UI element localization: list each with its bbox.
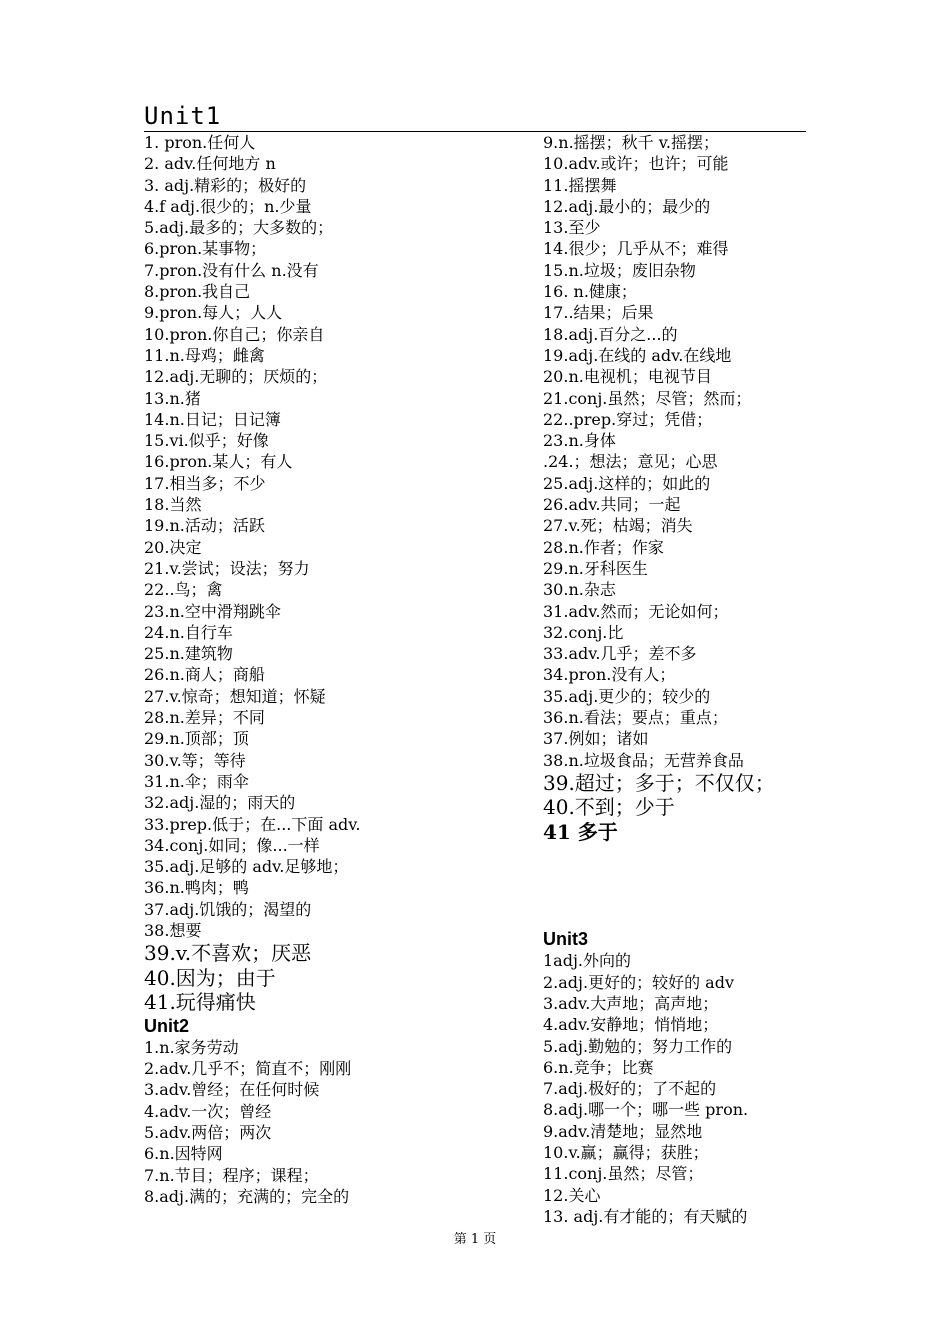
list-item: 2. adv.任何地方 n <box>144 154 276 174</box>
list-item: 14.很少；几乎从不；难得 <box>543 239 729 259</box>
list-item: 1. pron.任何人 <box>144 133 256 152</box>
unit2-big-list <box>543 771 943 820</box>
list-item: 2.adj.更好的；较好的 adv <box>543 972 735 992</box>
list-item: 12.adj.无聊的；厌烦的； <box>144 367 328 387</box>
list-item: 3. adj.精彩的；极好的 <box>144 175 307 195</box>
list-item: 12.关心 <box>543 1185 601 1205</box>
list-item: 20.决定 <box>144 537 202 557</box>
list-item: 11.摇摆舞 <box>543 175 617 195</box>
list-item: 5.adj.最多的；大多数的； <box>144 218 334 238</box>
page-footer: 第 1 页 <box>453 1232 497 1247</box>
list-item: 38.n.垃圾食品；无营养食品 <box>543 750 744 770</box>
list-item: 1.n.家务劳动 <box>144 1037 239 1057</box>
list-item: 5.adv.两倍；两次 <box>144 1122 272 1142</box>
list-item: 36.n.看法；要点；重点； <box>543 708 728 728</box>
list-item: 16.pron.某人；有人 <box>144 452 293 472</box>
list-item: 20.n.电视机；电视节目 <box>543 367 712 387</box>
list-item: 29.n.牙科医生 <box>543 558 648 578</box>
list-item: 37.例如；诸如 <box>543 729 649 749</box>
list-item: 35.adj.更少的；较少的 <box>543 686 711 706</box>
list-item: 9.n.摇摆；秋千 v.摇摆； <box>543 133 719 152</box>
list-item: 6.pron.某事物； <box>144 239 267 259</box>
list-item: 11.n.母鸡；雌禽 <box>144 345 265 365</box>
list-item: 6.n.因特网 <box>144 1144 223 1164</box>
list-item: 7.n.节目；程序；课程； <box>144 1165 319 1185</box>
unit1-title: Unit1 <box>144 101 806 132</box>
list-item: 33.prep.低于；在...下面 adv. <box>144 814 361 834</box>
list-item: 32.adj.湿的；雨天的 <box>144 793 296 813</box>
list-item: 31.adv.然而；无论如何； <box>543 601 729 621</box>
list-item: 13.至少 <box>543 218 601 238</box>
list-item: 29.n.顶部；顶 <box>144 729 249 749</box>
list-item: 11.conj.虽然；尽管； <box>543 1164 704 1184</box>
list-item: 39.超过；多于；不仅仅； <box>543 770 775 795</box>
list-item: 4.adv.一次；曾经 <box>144 1101 272 1121</box>
list-item: 37.adj.饥饿的；渴望的 <box>144 899 312 919</box>
unit3-heading: Unit3 <box>543 929 588 950</box>
list-item: 34.pron.没有人； <box>543 665 676 685</box>
list-item: 26.adv.共同；一起 <box>543 495 681 515</box>
list-item: 38.想要 <box>144 920 202 940</box>
list-item: 1adj.外向的 <box>543 951 632 971</box>
list-item: 19.n.活动；活跃 <box>144 516 265 536</box>
list-item: 4.f adj.很少的；n.少量 <box>144 196 312 216</box>
unit3-list <box>543 950 943 1227</box>
list-item: 28.n.差异；不同 <box>144 708 265 728</box>
unit1-list <box>144 132 534 941</box>
list-item: 10.adv.或许；也许；可能 <box>543 154 729 174</box>
unit1-big-list <box>144 941 534 1015</box>
list-item: 25.n.建筑物 <box>144 644 233 664</box>
list-item: 30.n.杂志 <box>543 580 616 600</box>
list-item: 15.vi.似乎；好像 <box>144 431 269 451</box>
list-item: 35.adj.足够的 adv.足够地； <box>144 857 349 877</box>
list-item: 16. n.健康； <box>543 282 637 302</box>
list-item: 24.n.自行车 <box>144 622 233 642</box>
list-item: 23.n.身体 <box>543 431 616 451</box>
list-item: 3.adv.大声地；高声地； <box>543 994 719 1013</box>
list-item: 13.n.猪 <box>144 388 201 408</box>
unit2-heading: Unit2 <box>144 1015 189 1036</box>
list-item: 2.adv.几乎不；简直不；刚刚 <box>144 1059 352 1079</box>
list-item: 25.adj.这样的；如此的 <box>543 473 711 493</box>
list-item: 27.v.死；枯竭；消失 <box>543 516 693 536</box>
list-item: 22..鸟；禽 <box>144 580 223 600</box>
list-item: 6.n.竞争；比赛 <box>543 1057 654 1077</box>
right-column <box>543 132 943 1227</box>
unit2-list-right <box>543 132 943 771</box>
list-item: 34.conj.如同；像...一样 <box>144 835 320 855</box>
list-item: 36.n.鸭肉；鸭 <box>144 878 249 898</box>
list-item: 39.v.不喜欢；厌恶 <box>144 941 312 966</box>
list-item: 3.adv.曾经；在任何时候 <box>144 1080 320 1100</box>
list-item: 7.pron.没有什么 n.没有 <box>144 260 319 280</box>
list-item: 13. adj.有才能的；有天赋的 <box>543 1206 748 1226</box>
list-item: 12.adj.最小的；最少的 <box>543 196 711 216</box>
list-item: 21.v.尝试；设法；努力 <box>144 558 310 578</box>
list-item: 9.pron.每人；人人 <box>144 303 283 323</box>
list-item: 40.不到；少于 <box>543 795 675 820</box>
list-item: .24.；想法；意见；心思 <box>543 452 718 472</box>
list-item: 10.pron.你自己；你亲自 <box>144 324 325 344</box>
list-item: 4.adv.安静地；悄悄地； <box>543 1015 719 1035</box>
list-item: 19.adj.在线的 adv.在线地 <box>543 345 732 365</box>
list-item: 33.adv.几乎；差不多 <box>543 644 697 664</box>
list-item: 26.n.商人；商船 <box>144 665 265 685</box>
list-item: 22..prep.穿过；凭借； <box>543 409 713 429</box>
list-item: 28.n.作者；作家 <box>543 537 664 557</box>
list-item: 9.adv.清楚地；显然地 <box>543 1121 703 1141</box>
list-item: 17..结果；后果 <box>543 303 654 323</box>
list-item: 23.n.空中滑翔跳伞 <box>144 601 281 621</box>
list-item: 8.adj.满的；充满的；完全的 <box>144 1186 350 1206</box>
list-item: 15.n.垃圾；废旧杂物 <box>543 260 696 280</box>
list-item: 8.adj.哪一个；哪一些 pron. <box>543 1100 749 1120</box>
left-column <box>144 132 534 1207</box>
list-item: 17.相当多；不少 <box>144 473 266 493</box>
unit2-list-left <box>144 1037 534 1207</box>
list-item: 31.n.伞；雨伞 <box>144 771 249 791</box>
list-item: 32.conj.比 <box>543 622 624 642</box>
list-item: 40.因为；由于 <box>144 965 276 990</box>
list-item: 27.v.惊奇；想知道；怀疑 <box>144 686 326 706</box>
column-gap <box>543 844 943 928</box>
list-item: 10.v.赢；赢得；获胜； <box>543 1143 709 1163</box>
list-item: 7.adj.极好的；了不起的 <box>543 1079 717 1099</box>
unit2-bold-item: 41 多于 <box>543 819 618 844</box>
list-item: 8.pron.我自己 <box>144 282 251 302</box>
list-item: 18.当然 <box>144 495 202 515</box>
list-item: 18.adj.百分之...的 <box>543 324 678 344</box>
list-item: 5.adj.勤勉的；努力工作的 <box>543 1036 733 1056</box>
list-item: 41.玩得痛快 <box>144 990 256 1015</box>
list-item: 14.n.日记；日记簿 <box>144 409 281 429</box>
list-item: 30.v.等；等待 <box>144 750 246 770</box>
list-item: 21.conj.虽然；尽管；然而； <box>543 388 752 408</box>
